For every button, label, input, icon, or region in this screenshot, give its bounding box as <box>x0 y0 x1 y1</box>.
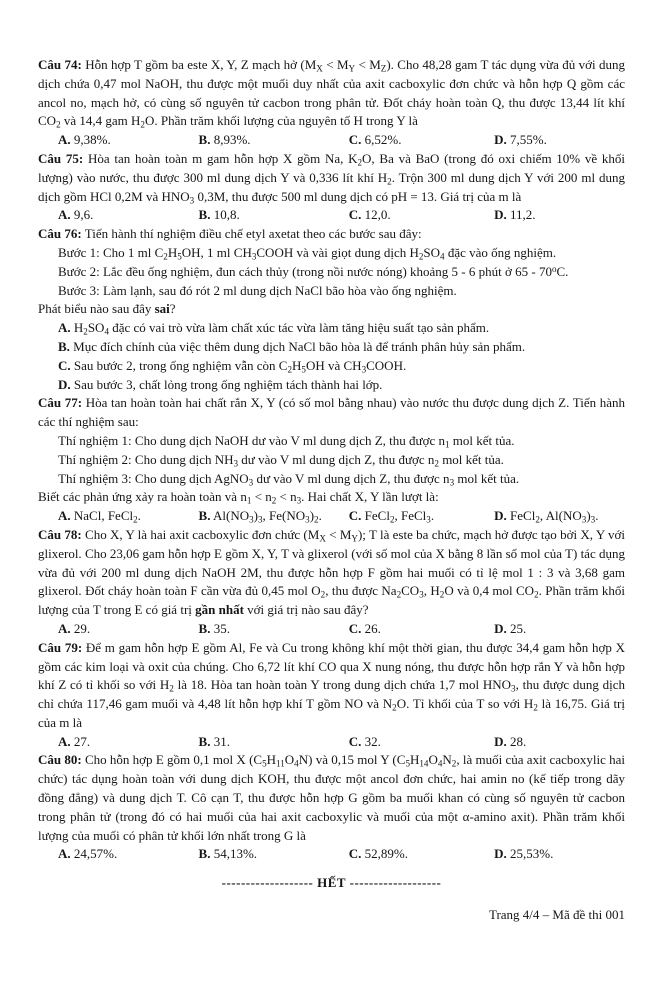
cau-77-option-c: C. FeCl$_2$, FeCl$_3$. <box>348 508 435 525</box>
cau-77-stem: Câu 77: Hòa tan hoàn toàn hai chất rắn X, Y (có số mol bằng nhau) vào nước thu được dung dịch Z. Tiến hành các thí nghiệm sau: <box>38 395 626 430</box>
cau-74-stem: Câu 74: Hỗn hợp T gồm ba este X, Y, Z mạch hở $(M_X < M_Y < M_Z)$. Cho 48,28 gam T tác dụng vừa đủ với dung dịch chứa 0,47 mol NaOH, thu được một muối duy nhất của axit cacboxylic đơn chức và hỗn hợp Q gồm các ancol no, mạch hở, có cùng số nguyên tử cacbon trong phân tử. Đốt cháy hoàn toàn Q, thu được 13,44 lít khí $CO_2$ và 14,4 gam $H_2O$. Phần trăm khối lượng của nguyên tố H trong Y là <box>38 57 626 130</box>
option-label: B. <box>58 338 70 354</box>
option-label: B. <box>198 620 211 636</box>
option-label: D. <box>494 508 507 524</box>
cau-78-option-d: D. 25. <box>494 620 527 636</box>
option-label: B. <box>198 508 211 524</box>
cau-79-stem: Câu 79: Để m gam hỗn hợp E gồm Al, Fe và Cu trong không khí một thời gian, thu được 34,4 gam hỗn hợp X gồm các kim loại và oxit của chúng. Cho 6,72 lít khí CO qua X nung nóng, thu được hỗn hợp rắn Y và hỗn hợp khí Z có tỉ khối so với $H_2$ là 18. Hòa tan hoàn toàn Y trong dung dịch chứa 1,7 mol $HNO_3$, thu được dung dịch chỉ chứa 117,46 gam muối và 4,48 lít hỗn hợp khí T gồm NO và $N_2O$. Tỉ khối của T so với $H_2$ là 16,75. Giá trị của m là <box>38 639 626 730</box>
cau-74-option-a: A. 9,38%. <box>58 132 111 148</box>
cau-79-options <box>38 733 625 752</box>
cau-80-option-c: C. 52,89%. <box>348 846 408 862</box>
cau-78-option-b: B. 35. <box>198 620 230 636</box>
option-label: D. <box>494 207 507 223</box>
option-label: A. <box>58 508 71 524</box>
cau-75-option-c: C. 12,0. <box>348 207 391 223</box>
option-label: D. <box>58 376 71 392</box>
end-label: HẾT <box>317 875 346 891</box>
questions <box>38 56 625 864</box>
cau-77-step: Thí nghiệm 1: Cho dung dịch NaOH dư vào V ml dung dịch Z, thu được $n_1$ mol kết tủa. <box>58 432 515 450</box>
question-number: Câu 78: <box>38 526 82 542</box>
cau-75-option-a: A. 9,6. <box>58 207 94 223</box>
cau-75-stem: Câu 75: Hòa tan hoàn toàn m gam hỗn hợp X gồm Na, $K_2O$, Ba và BaO (trong đó oxi chiếm 10% về khối lượng) vào nước, thu được 300 ml dung dịch Y và 0,336 lít khí $H_2$. Trộn 300 ml dung dịch Y với 200 ml dung dịch gồm HCl 0,2M và $HNO_3$ 0,3M, thu được 500 ml dung dịch có pH = 13. Giá trị của m là <box>38 150 625 205</box>
option-label: C. <box>348 620 362 636</box>
cau-78-option-c: C. 26. <box>348 620 381 636</box>
cau-79-option-c: C. 32. <box>348 733 381 749</box>
cau-75-option-d: D. 11,2. <box>494 207 536 223</box>
cau-74-options <box>38 131 625 150</box>
option-label: B. <box>198 207 211 223</box>
cau-76-option-c: C. Sau bước 2, trong ống nghiệm vẫn còn $C_2H_5OH$ và $CH_3COOH$. <box>58 357 407 375</box>
cau-75-options <box>38 206 625 225</box>
option-label: A. <box>58 207 71 223</box>
cau-80-option-b: B. 54,13%. <box>198 846 258 862</box>
end-separator <box>38 874 625 893</box>
cau-76-text: Phát biểu nào sau đây sai? <box>38 301 176 317</box>
option-label: C. <box>58 357 71 373</box>
cau-78-stem: Câu 78: Cho X, Y là hai axit cacboxylic đơn chức $(M_X < M_Y)$; T là este ba chức, mạch hở được tạo bởi X, Y với glixerol. Cho 23,06 gam hỗn hợp E gồm X, Y, T và glixerol (với số mol của X bằng 8 lần số mol của T) tác dụng vừa đủ với 200 ml dung dịch NaOH 2M, thu được hỗn hợp F gồm hai muối có tỉ lệ mol 1 : 3 và 3,68 gam glixerol. Đốt cháy hoàn toàn F cần vừa đủ 0,45 mol $O_2$, thu được $Na_2CO_3$, $H_2O$ và 0,4 mol $CO_2$. Phần trăm khối lượng của T trong E có giá trị gần nhất với giá trị nào sau đây? <box>38 526 626 618</box>
question-number: Câu 79: <box>38 639 83 655</box>
option-label: C. <box>348 207 362 223</box>
cau-76-step: Bước 3: Làm lạnh, sau đó rót 2 ml dung dịch NaCl bão hòa vào ống nghiệm. <box>58 282 457 298</box>
cau-77-option-d: D. FeCl$_2$, $Al(NO_3)_3$. <box>494 508 599 525</box>
option-label: A. <box>58 320 71 336</box>
cau-80-options <box>38 845 625 864</box>
cau-76-step: Bước 2: Lắc đều ống nghiệm, đun cách thủy (trong nồi nước nóng) khoảng 5 - 6 phút ở 65 - 70$^o$C. <box>58 263 569 279</box>
cau-76-step: Bước 1: Cho 1 ml $C_2H_5OH$, 1 ml $CH_3COOH$ và vài giọt dung dịch $H_2SO_4$ đặc vào ống nghiệm. <box>58 244 557 262</box>
option-label: B. <box>198 846 211 862</box>
option-label: D. <box>494 846 507 862</box>
option-label: A. <box>58 132 71 148</box>
cau-76-stem: Câu 76: Tiến hành thí nghiệm điều chế etyl axetat theo các bước sau đây: <box>38 226 422 242</box>
page-number: Trang 4/4 – Mã đề thi 001 <box>488 907 625 923</box>
question-number: Câu 77: <box>38 395 83 411</box>
cau-79-option-b: B. 31. <box>198 733 230 749</box>
cau-74-option-c: C. 6,52%. <box>348 132 402 148</box>
cau-78-options <box>38 620 625 639</box>
cau-77-options <box>38 507 625 526</box>
option-label: B. <box>198 132 211 148</box>
question-number: Câu 80: <box>38 752 82 768</box>
option-label: A. <box>58 620 71 636</box>
option-label: C. <box>348 132 362 148</box>
option-label: A. <box>58 733 71 749</box>
cau-80-option-a: A. 24,57%. <box>58 846 118 862</box>
end-dashes-left: ------------------- <box>221 875 314 891</box>
cau-76-option-d: D. Sau bước 3, chất lỏng trong ống nghiệm tách thành hai lớp. <box>58 376 383 392</box>
cau-77-step: Thí nghiệm 2: Cho dung dịch $NH_3$ dư vào V ml dung dịch Z, thu được $n_2$ mol kết tủa. <box>58 451 504 468</box>
cau-80-stem: Câu 80: Cho hỗn hợp E gồm 0,1 mol X $(C_5H_{11}O_4N)$ và 0,15 mol Y ($C_5H_{14}O_4N_2$, là muối của axit cacboxylic hai chức) tác dụng hoàn toàn với dung dịch KOH, thu được một ancol đơn chức, hai amin no (kế tiếp trong dãy đồng đẳng) và dung dịch T. Cô cạn T, thu được hỗn hợp G gồm ba muối khan có cùng số nguyên tử cacbon trong phân tử (trong đó có hai muối của hai axit cacboxylic và muối của một α-amino axit). Phần trăm khối lượng của muối có phân tử khối lớn nhất trong G là <box>38 752 626 843</box>
option-label: C. <box>348 846 362 862</box>
cau-77-option-b: B. $Al(NO_3)_3$, $Fe(NO_3)_2$. <box>198 508 322 525</box>
cau-75-option-b: B. 10,8. <box>198 207 240 223</box>
cau-76-option-a: A. $H_2SO_4$ đặc có vai trò vừa làm chất xúc tác vừa làm tăng hiệu suất tạo sản phẩm. <box>58 320 490 337</box>
option-label: D. <box>494 733 507 749</box>
cau-79-option-a: A. 27. <box>58 733 91 749</box>
cau-79-option-d: D. 28. <box>494 733 527 749</box>
option-label: B. <box>198 733 211 749</box>
question-number: Câu 75: <box>38 150 84 166</box>
option-label: C. <box>348 733 362 749</box>
option-label: D. <box>494 620 507 636</box>
end-dashes-right: ------------------- <box>349 875 442 891</box>
cau-74-option-d: D. 7,55%. <box>494 132 547 148</box>
cau-76-option-b: B. Mục đích chính của việc thêm dung dịch NaCl bão hòa là để tránh phân hủy sản phẩm. <box>58 338 526 354</box>
cau-74-option-b: B. 8,93%. <box>198 132 251 148</box>
cau-80-option-d: D. 25,53%. <box>494 846 554 862</box>
option-label: C. <box>348 508 362 524</box>
option-label: A. <box>58 846 71 862</box>
question-number: Câu 74: <box>38 57 82 72</box>
cau-77-step: Thí nghiệm 3: Cho dung dịch AgNO$_3$ dư vào V ml dung dịch Z, thu được $n_3$ mol kết tủa. <box>58 470 520 487</box>
question-number: Câu 76: <box>38 226 82 242</box>
option-label: D. <box>494 132 507 148</box>
cau-77-text: Biết các phản ứng xảy ra hoàn toàn và $n_1 < n_2 < n_3$. Hai chất X, Y lần lượt là: <box>38 489 439 506</box>
cau-78-option-a: A. 29. <box>58 620 91 636</box>
cau-77-option-a: A. NaCl, FeCl$_2$. <box>58 508 141 525</box>
